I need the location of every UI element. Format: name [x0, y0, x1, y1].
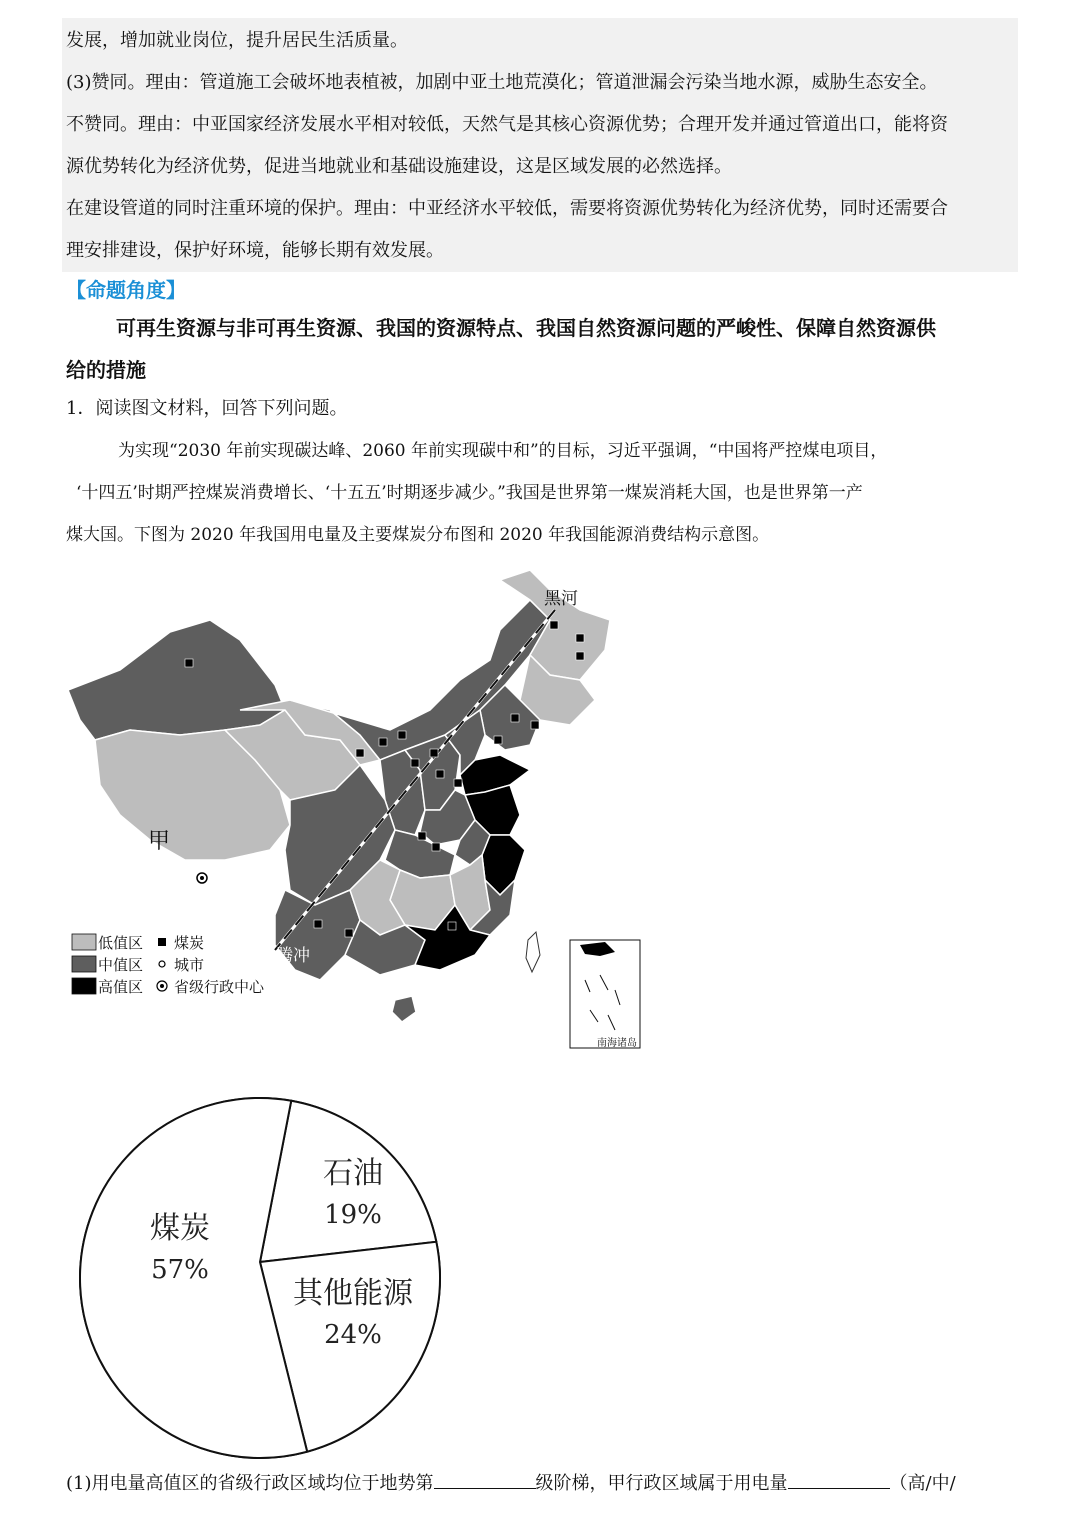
energy-pie-chart — [70, 1078, 470, 1478]
answer-line-2: (3)赞同。理由：管道施工会破坏地表植被，加剧中亚土地荒漠化；管道泄漏会污染当地水源，威胁生态安全。 — [66, 72, 938, 93]
map-provinces — [68, 570, 610, 1022]
answer-line-1: 发展，增加就业岗位，提升居民生活质量。 — [66, 30, 408, 51]
legend-high-label: 高值区 — [98, 978, 144, 996]
legend-city-icon — [159, 961, 165, 967]
label-jia: 甲 — [148, 829, 171, 854]
answer-line-6: 理安排建设，保护好环境，能够长期有效发展。 — [66, 240, 444, 261]
subquestion-1-part-a: (1)用电量高值区的省级行政区域均位于地势第 — [66, 1473, 434, 1494]
legend-low-label: 低值区 — [98, 934, 144, 952]
pie-label-name-0: 煤炭 — [150, 1211, 210, 1246]
label-heihe: 黑河 — [544, 589, 578, 609]
legend-coal-label: 煤炭 — [174, 934, 205, 952]
answer-blank-1[interactable] — [434, 1470, 536, 1489]
subquestion-1 — [66, 1470, 956, 1497]
legend-coal-icon — [158, 938, 166, 946]
material-line-1: 为实现“2030 年前实现碳达峰、2060 年前实现碳中和”的目标，习近平强调，“中国将严控煤电项目， — [118, 441, 888, 461]
province-taiwan — [526, 932, 540, 972]
subquestion-1-part-b: 级阶梯，甲行政区域属于用电量 — [535, 1473, 788, 1494]
answer-line-5: 在建设管道的同时注重环境的保护。理由：中亚经济水平较低，需要将资源优势转化为经济优势，同时还需要合 — [66, 198, 948, 219]
question-intro: 1．阅读图文材料，回答下列问题。 — [66, 398, 348, 419]
legend-capital-dot — [160, 984, 164, 988]
subquestion-1-part-c: （高/中/ — [889, 1473, 956, 1494]
section-tag: 【命题角度】 — [66, 278, 186, 302]
pie-label-name-2: 其他能源 — [293, 1276, 413, 1311]
answer-line-3: 不赞同。理由：中亚国家经济发展水平相对较低，天然气是其核心资源优势；合理开发并通过管道出口，能将资 — [66, 114, 948, 135]
label-tengchong: 腾冲 — [276, 946, 310, 966]
legend-city-label: 城市 — [174, 956, 205, 974]
legend-capital-label: 省级行政中心 — [174, 978, 265, 996]
legend-low-swatch — [72, 934, 96, 950]
topic-line-2: 给的措施 — [66, 358, 146, 382]
legend-high-swatch — [72, 978, 96, 994]
material-line-3: 煤大国。下图为 2020 年我国用电量及主要煤炭分布图和 2020 年我国能源消费结构示意图。 — [66, 525, 770, 545]
topic-line-1: 可再生资源与非可再生资源、我国的资源特点、我国自然资源问题的严峻性、保障自然资源供 — [116, 316, 936, 340]
material-line-2: ‘十四五’时期严控煤炭消费增长、‘十五五’时期逐步减少。”我国是世界第一煤炭消耗大国，也是世界第一产 — [76, 483, 863, 503]
answer-blank-2[interactable] — [788, 1470, 890, 1489]
province-hainan — [392, 996, 416, 1022]
pie-label-value-0: 57% — [151, 1255, 209, 1285]
province-xinjiang — [68, 620, 285, 740]
inset-label: 南海诸岛 — [597, 1038, 637, 1049]
pie-label-value-2: 24% — [324, 1320, 382, 1350]
capital-marker-dot — [200, 876, 204, 880]
map-legend — [72, 934, 265, 996]
pie-label-name-1: 石油 — [323, 1156, 383, 1191]
answer-box — [62, 18, 1018, 272]
answer-line-4: 源优势转化为经济优势，促进当地就业和基础设施建设，这是区域发展的必然选择。 — [66, 156, 732, 177]
china-map — [60, 560, 650, 1060]
pie-label-value-1: 19% — [324, 1200, 382, 1230]
south-china-sea-inset — [570, 940, 640, 1048]
legend-mid-swatch — [72, 956, 96, 972]
legend-mid-label: 中值区 — [98, 956, 144, 974]
